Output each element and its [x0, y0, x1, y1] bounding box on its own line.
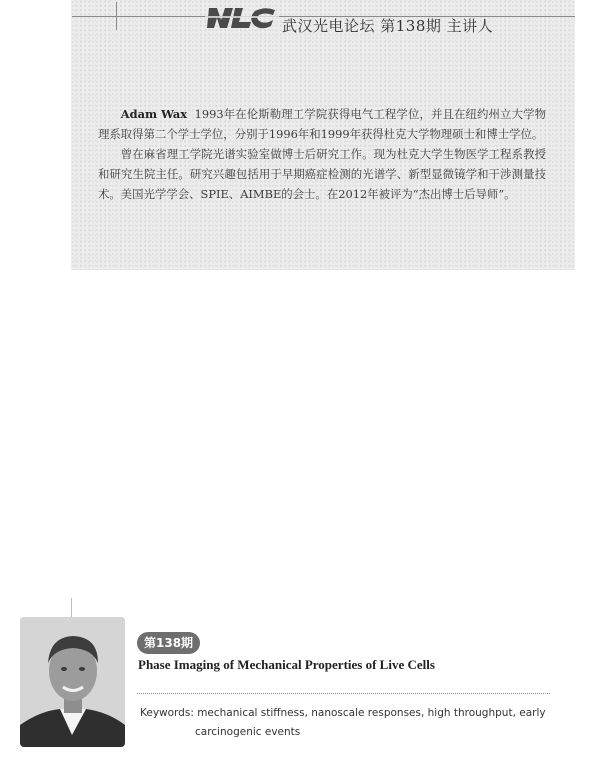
- header-tick: [116, 2, 117, 30]
- keywords: [140, 704, 550, 742]
- wuhan-optoelectronics-forum-logo: [205, 6, 279, 30]
- speaker-name: Adam Wax: [120, 107, 188, 121]
- talk-title: Phase Imaging of Mechanical Properties of Live Cells: [138, 657, 435, 672]
- keywords-line-1: Keywords: mechanical stiffness, nanoscale responses, high throughput, early: [140, 707, 546, 719]
- bio-paragraph-1-text: 1993年在伦斯勒理工学院获得电气工程学位，并且在纽约州立大学物理系取得第二个学士学位，分别于1996年和1999年获得杜克大学物理硕士和博士学位。: [98, 107, 546, 141]
- speaker-bio: [98, 104, 546, 204]
- speaker-photo: [20, 617, 125, 747]
- dotted-divider: [137, 693, 550, 694]
- speaker-portrait-image: [20, 617, 125, 747]
- bio-paragraph-2: 曾在麻省理工学院光谱实验室做博士后研究工作。现为杜克大学生物医学工程系教授和研究生院主任。研究兴趣包括用于早期癌症检测的光谱学、新型显微镜学和干涉测量技术。美国光学学会、SPIE、AIMBE的会士。在2012年被评为“杰出博士后导师”。: [98, 147, 546, 201]
- bio-paragraph-1: [98, 104, 546, 144]
- keywords-line-2: carcinogenic events: [195, 726, 301, 738]
- forum-header-title: 武汉光电论坛 第138期 主讲人: [282, 17, 494, 35]
- issue-badge: 第138期: [137, 632, 200, 654]
